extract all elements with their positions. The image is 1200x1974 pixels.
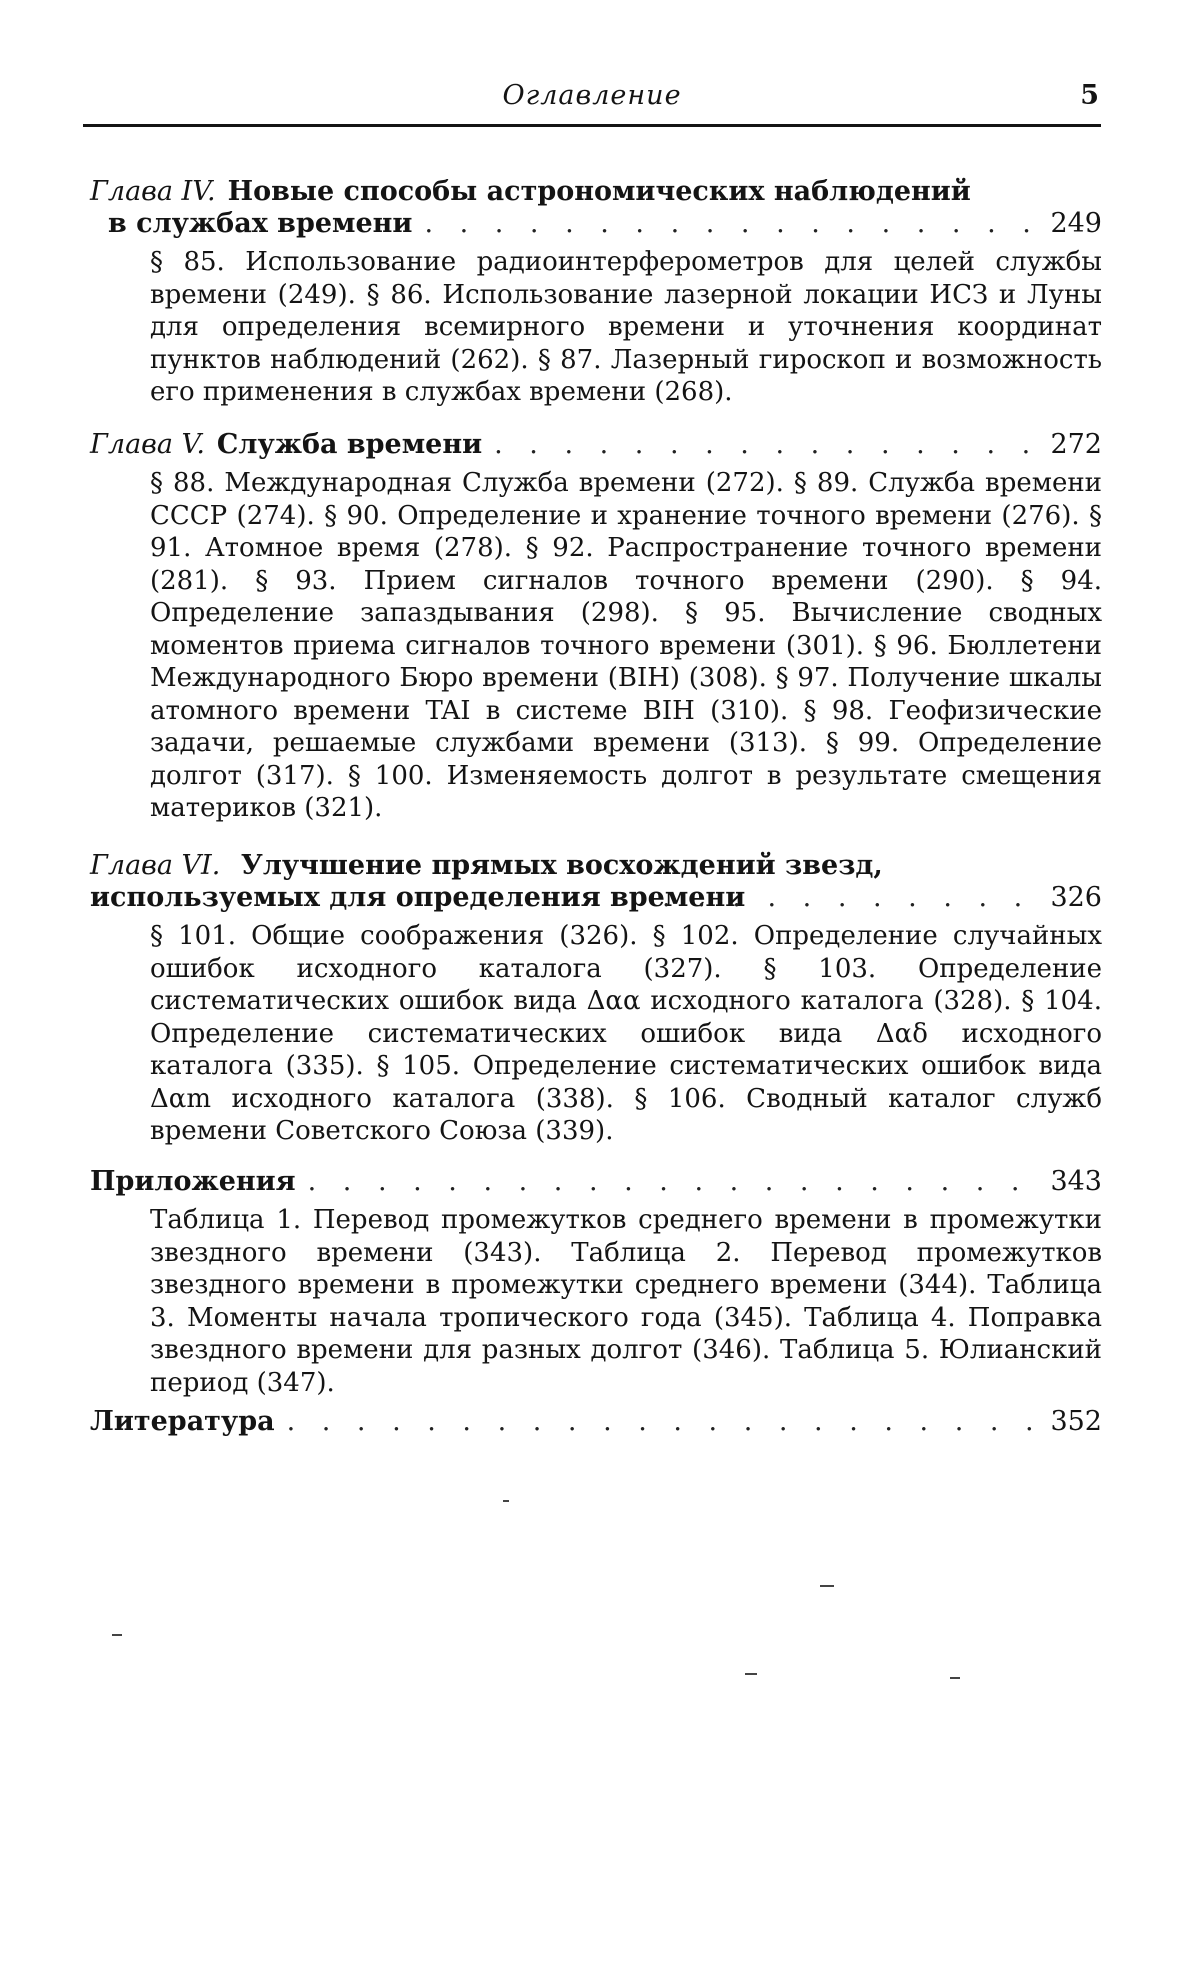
toc-entry-title-line — [90, 208, 1102, 240]
toc-entry-literature — [90, 1406, 1102, 1438]
chapter-contents: § 101. Общие соображения (326). § 102. Определение случайных ошибок исходного каталога (327). § 103. Определение систематических ошибок вида Δαα исходного каталога (328). § 104. Определение систематических ошибок вида Δαδ исходного каталога (335). § 105. Определение систематических ошибок вида Δαm исходного каталога (338). § 106. Сводный каталог служб времени Советского Союза (339). — [150, 921, 1102, 1146]
toc-entry-title-line — [90, 429, 1102, 461]
chapter-title: Улучшение прямых восхождений звезд, используемых для определения времени — [90, 850, 883, 913]
chapter-label: Глава V. — [90, 429, 205, 460]
running-title: Оглавление — [502, 80, 682, 111]
leader-dots — [424, 208, 1038, 240]
page-ref: 326 — [1050, 882, 1102, 913]
scan-speck — [820, 1585, 834, 1587]
scan-speck — [112, 1634, 122, 1636]
scan-speck — [745, 1673, 757, 1675]
scan-speck — [503, 1500, 509, 1502]
page-ref: 343 — [1050, 1166, 1102, 1197]
page-ref: 272 — [1050, 429, 1102, 460]
toc-entry-chapter-4 — [90, 176, 1102, 409]
chapter-title: Служба времени — [216, 429, 483, 460]
chapter-title-continued: в службах времени — [108, 208, 413, 239]
page-number: 5 — [1080, 80, 1099, 111]
chapter-label: Глава IV. — [90, 176, 216, 207]
section-contents: Таблица 1. Перевод промежутков среднего времени в промежутки звездного времени (343). Таблица 2. Перевод промежутков звездного времени в промежутки среднего времени (344). Таблица 3. Моменты начала тропического года (345). Таблица 4. Поправка звездного времени для разных долгот (346). Таблица 5. Юлианский период (347). — [150, 1205, 1102, 1398]
toc-entry-title-line — [90, 1406, 1102, 1438]
leader-dots — [308, 1166, 1039, 1198]
toc-entry-title-line — [90, 176, 1102, 208]
section-title: Литература — [90, 1406, 275, 1437]
toc-entry-appendices — [90, 1166, 1102, 1399]
leader-dots — [287, 1406, 1039, 1438]
chapter-title: Новые способы астрономических наблюдений — [227, 176, 971, 207]
leader-dots — [494, 429, 1038, 461]
scan-speck — [950, 1677, 960, 1679]
page-ref: 249 — [1050, 208, 1102, 239]
page-header — [83, 80, 1101, 130]
toc-entry-chapter-5 — [90, 429, 1102, 825]
chapter-contents: § 85. Использование радиоинтерферометров для целей службы времени (249). § 86. Использование лазерной локации ИСЗ и Луны для определения всемирного времени и уточнения координат пунктов наблюдений (262). § 87. Лазерный гироскоп и возможность его применения в службах времени (268). — [150, 247, 1102, 407]
page-ref: 352 — [1050, 1406, 1102, 1437]
section-title: Приложения — [90, 1166, 296, 1197]
chapter-contents: § 88. Международная Служба времени (272). § 89. Служба времени СССР (274). § 90. Определение и хранение точного времени (276). § 91. Атомное время (278). § 92. Распространение точного времени (281). § 93. Прием сигналов точного времени (290). § 94. Определение запаздывания (298). § 95. Вычисление сводных моментов приема сигналов точного времени (301). § 96. Бюллетени Международного Бюро времени (BIH) (308). § 97. Получение шкалы атомного времени TAI в системе BIH (310). § 98. Геофизические задачи, решаемые службами времени (313). § 99. Определение долгот (317). § 100. Изменяемость долгот в результате смещения материков (321). — [150, 468, 1102, 823]
toc-entry-title-line — [90, 1166, 1102, 1198]
chapter-label: Глава VI. — [90, 850, 221, 881]
leader-dots — [662, 882, 1038, 914]
toc-entry-chapter-6 — [90, 850, 1102, 1148]
header-rule — [83, 124, 1101, 127]
